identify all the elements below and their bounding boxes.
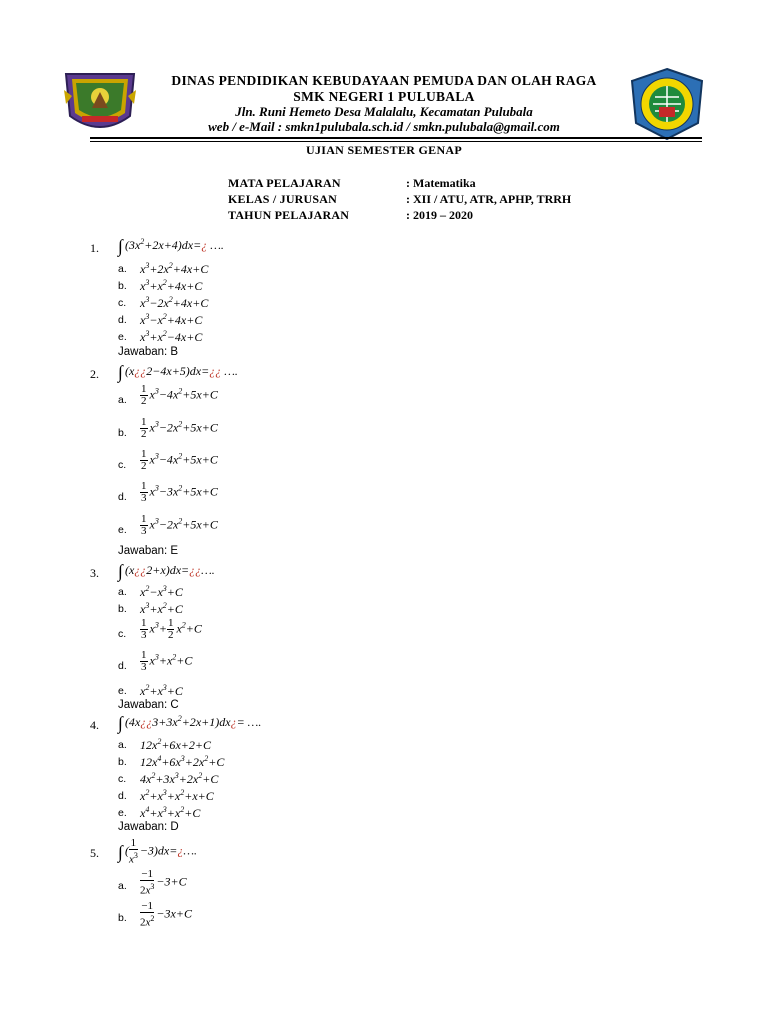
answer-key: Jawaban: E <box>118 545 179 557</box>
option-letter: a. <box>118 880 127 892</box>
option-letter: a. <box>118 394 127 406</box>
option-1c: $x^3-2x^2+4x+C$ <box>140 295 209 310</box>
question-number: 5. <box>90 846 99 860</box>
header-divider-thin <box>90 141 702 142</box>
option-4b: $12x^4+6x^3+2x^2+C$ <box>140 754 225 769</box>
info-label-subject: MATA PELAJARAN <box>228 176 341 190</box>
option-2a: $\frac{1}{2}$ $x^3-4x^2+5x+C$ <box>141 383 218 407</box>
question-5-expression: ∫ ( $\frac{1}{x^3}$ −3)dx=¿…. <box>118 837 198 866</box>
option-1b: $x^3+x^2+4x+C$ <box>140 278 203 293</box>
option-letter: a. <box>118 586 127 598</box>
question-1-expression: ∫ $(3x^2+2x+4)dx=¿$ …. <box>118 236 224 256</box>
answer-key: Jawaban: C <box>118 699 179 711</box>
answer-key: Jawaban: B <box>118 346 179 358</box>
option-letter: c. <box>118 459 127 471</box>
option-4e: $x^4+x^3+x^2+C$ <box>140 805 201 820</box>
option-letter: c. <box>118 628 127 640</box>
option-letter: b. <box>118 756 127 768</box>
option-letter: a. <box>118 739 127 751</box>
option-letter: e. <box>118 807 127 819</box>
option-3a: $x^2-x^3+C$ <box>140 584 183 599</box>
info-value-year: : 2019 – 2020 <box>406 208 473 222</box>
header-agency: DINAS PENDIDIKAN KEBUDAYAAN PEMUDA DAN OLAH RAGA <box>171 73 597 88</box>
option-4c: $4x^2+3x^3+2x^2+C$ <box>140 771 219 786</box>
answer-key: Jawaban: D <box>118 821 179 833</box>
question-2-expression: ∫ (x¿¿2−4x+5)dx=¿¿ …. <box>118 362 238 382</box>
option-3e: $x^2+x^3+C$ <box>140 683 183 698</box>
header-contact: web / e-Mail : smkn1pulubala.sch.id / smkn.pulubala@gmail.com <box>208 119 560 134</box>
question-number: 2. <box>90 367 99 381</box>
option-letter: d. <box>118 314 127 326</box>
info-label-class: KELAS / JURUSAN <box>228 192 338 206</box>
option-letter: b. <box>118 603 127 615</box>
option-5a: $\frac{-1}{2x^3}$ −3+C <box>140 868 187 897</box>
question-number: 4. <box>90 718 99 732</box>
option-4a: $12x^2+6x+2+C$ <box>140 737 211 752</box>
option-letter: e. <box>118 331 127 343</box>
question-number: 1. <box>90 241 99 255</box>
info-value-class: : XII / ATU, ATR, APHP, TRRH <box>406 192 572 206</box>
option-letter: d. <box>118 491 127 503</box>
option-letter: d. <box>118 790 127 802</box>
question-number: 3. <box>90 566 99 580</box>
header-divider <box>90 137 702 139</box>
option-4d: $x^2+x^3+x^2+x+C$ <box>140 788 214 803</box>
header-address: Jln. Runi Hemeto Desa Malalalu, Kecamatan Pulubala <box>235 104 533 119</box>
option-letter: c. <box>118 773 127 785</box>
option-2e: $\frac{1}{3}$ $x^3-2x^2+5x+C$ <box>141 513 218 537</box>
option-letter: c. <box>118 297 127 309</box>
info-label-year: TAHUN PELAJARAN <box>228 208 350 222</box>
option-5b: $\frac{-1}{2x^2}$ −3x+C <box>140 900 192 929</box>
option-1e: $x^3+x^2-4x+C$ <box>140 329 203 344</box>
option-letter: a. <box>118 263 127 275</box>
exam-title: UJIAN SEMESTER GENAP <box>305 143 463 157</box>
question-3-expression: ∫ (x¿¿2+x)dx=¿¿…. <box>118 561 215 581</box>
option-2d: $\frac{1}{3}$ $x^3-3x^2+5x+C$ <box>141 480 218 504</box>
option-letter: e. <box>118 685 127 697</box>
option-2b: $\frac{1}{2}$ $x^3-2x^2+5x+C$ <box>141 416 218 440</box>
option-letter: b. <box>118 427 127 439</box>
option-letter: e. <box>118 524 127 536</box>
option-2c: $\frac{1}{2}$ $x^3-4x^2+5x+C$ <box>141 448 218 472</box>
header-school: SMK NEGERI 1 PULUBALA <box>293 89 475 104</box>
option-letter: d. <box>118 660 127 672</box>
option-letter: b. <box>118 280 127 292</box>
option-3c: $\frac{1}{3}$ $x^3+$ $\frac{1}{2}$ $x^2+C$ <box>141 617 202 641</box>
option-3b: $x^3+x^2+C$ <box>140 601 183 616</box>
option-letter: b. <box>118 912 127 924</box>
question-4-expression: ∫ $(4x¿¿3+3x^2+2x+1)dx¿=$ …. <box>118 713 262 733</box>
option-1a: $x^3+2x^2+4x+C$ <box>140 261 209 276</box>
option-1d: $x^3-x^2+4x+C$ <box>140 312 203 327</box>
option-3d: $\frac{1}{3}$ $x^3+x^2+C$ <box>141 649 193 673</box>
info-value-subject: : Matematika <box>406 176 476 190</box>
